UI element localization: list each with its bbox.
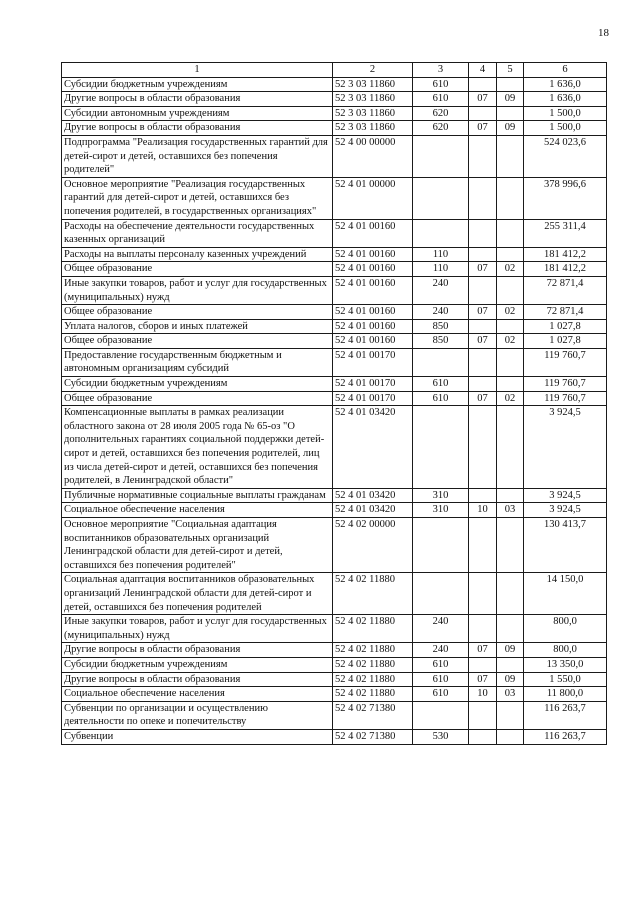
- table-row: [62, 121, 607, 136]
- row-section-cell: [469, 77, 497, 92]
- row-name-cell: Другие вопросы в области образования: [62, 672, 333, 687]
- row-sum-cell: 116 263,7: [524, 729, 607, 744]
- row-section-cell: 07: [469, 305, 497, 320]
- row-sum-cell: 3 924,5: [524, 503, 607, 518]
- row-expense-type-cell: 110: [413, 262, 469, 277]
- row-section-cell: [469, 615, 497, 643]
- row-name-cell: Основное мероприятие "Реализация государственных гарантий для детей-сирот и детей, оставшихся без попечения родителей, в государственных организациях": [62, 177, 333, 219]
- row-section-cell: [469, 106, 497, 121]
- row-expense-type-cell: [413, 177, 469, 219]
- row-sum-cell: 181 412,2: [524, 262, 607, 277]
- row-subsection-cell: [497, 377, 524, 392]
- row-section-cell: 07: [469, 672, 497, 687]
- row-code-cell: 52 4 01 00160: [333, 319, 413, 334]
- row-subsection-cell: [497, 77, 524, 92]
- row-code-cell: 52 4 02 11880: [333, 687, 413, 702]
- row-name-cell: Уплата налогов, сборов и иных платежей: [62, 319, 333, 334]
- table-row: [62, 518, 607, 573]
- row-subsection-cell: [497, 348, 524, 376]
- row-sum-cell: 14 150,0: [524, 573, 607, 615]
- row-subsection-cell: [497, 406, 524, 489]
- row-expense-type-cell: 610: [413, 77, 469, 92]
- table-row: [62, 406, 607, 489]
- row-code-cell: 52 4 02 11880: [333, 643, 413, 658]
- row-section-cell: [469, 657, 497, 672]
- budget-table: [61, 62, 607, 745]
- table-row: [62, 503, 607, 518]
- row-section-cell: [469, 488, 497, 503]
- row-section-cell: [469, 701, 497, 729]
- row-subsection-cell: [497, 657, 524, 672]
- row-code-cell: 52 4 01 00170: [333, 391, 413, 406]
- column-header-vr: 3: [413, 63, 469, 78]
- row-section-cell: [469, 518, 497, 573]
- row-sum-cell: 1 636,0: [524, 77, 607, 92]
- row-subsection-cell: [497, 319, 524, 334]
- row-name-cell: Основное мероприятие "Социальная адаптация воспитанников образовательных организаций Ленинградской области для детей-сирот и детей, оставшихся без попечения родителей": [62, 518, 333, 573]
- table-row: [62, 643, 607, 658]
- table-row: [62, 672, 607, 687]
- row-name-cell: Общее образование: [62, 262, 333, 277]
- row-expense-type-cell: [413, 573, 469, 615]
- table-row: [62, 135, 607, 177]
- row-code-cell: 52 4 01 00160: [333, 247, 413, 262]
- row-name-cell: Расходы на выплаты персоналу казенных учреждений: [62, 247, 333, 262]
- row-expense-type-cell: 530: [413, 729, 469, 744]
- row-sum-cell: 800,0: [524, 615, 607, 643]
- row-subsection-cell: [497, 276, 524, 304]
- row-code-cell: 52 4 01 00160: [333, 219, 413, 247]
- row-code-cell: 52 4 01 00170: [333, 377, 413, 392]
- row-expense-type-cell: 610: [413, 377, 469, 392]
- row-section-cell: 10: [469, 503, 497, 518]
- row-code-cell: 52 3 03 11860: [333, 77, 413, 92]
- row-section-cell: [469, 406, 497, 489]
- table-row: [62, 687, 607, 702]
- row-subsection-cell: 09: [497, 121, 524, 136]
- row-expense-type-cell: 850: [413, 334, 469, 349]
- row-code-cell: 52 4 02 11880: [333, 573, 413, 615]
- row-expense-type-cell: 240: [413, 615, 469, 643]
- row-section-cell: 07: [469, 92, 497, 107]
- row-section-cell: [469, 729, 497, 744]
- row-code-cell: 52 4 02 11880: [333, 672, 413, 687]
- row-code-cell: 52 4 02 11880: [333, 615, 413, 643]
- page-number: 18: [598, 27, 609, 39]
- row-section-cell: [469, 573, 497, 615]
- row-name-cell: Субсидии бюджетным учреждениям: [62, 377, 333, 392]
- row-expense-type-cell: 240: [413, 305, 469, 320]
- row-name-cell: Подпрограмма "Реализация государственных гарантий для детей-сирот и детей, оставшихся без попечения родителей": [62, 135, 333, 177]
- row-expense-type-cell: [413, 406, 469, 489]
- row-name-cell: Другие вопросы в области образования: [62, 121, 333, 136]
- row-subsection-cell: 03: [497, 687, 524, 702]
- row-name-cell: Другие вопросы в области образования: [62, 92, 333, 107]
- table-row: [62, 729, 607, 744]
- row-section-cell: 07: [469, 121, 497, 136]
- row-name-cell: Социальное обеспечение населения: [62, 687, 333, 702]
- row-subsection-cell: 02: [497, 334, 524, 349]
- table-row: [62, 319, 607, 334]
- row-code-cell: 52 4 01 00000: [333, 177, 413, 219]
- row-section-cell: [469, 135, 497, 177]
- row-code-cell: 52 4 01 03420: [333, 503, 413, 518]
- row-name-cell: Компенсационные выплаты в рамках реализации областного закона от 28 июля 2005 года № 65-оз "О дополнительных гарантиях социальной поддержки детей-сирот и детей, оставшихся без попечения родителей, лиц из числа детей-сирот и детей, оставшихся без попечения родителей, в Ленинградской области": [62, 406, 333, 489]
- row-code-cell: 52 4 02 71380: [333, 729, 413, 744]
- row-name-cell: Иные закупки товаров, работ и услуг для государственных (муниципальных) нужд: [62, 276, 333, 304]
- table-row: [62, 177, 607, 219]
- row-subsection-cell: 09: [497, 672, 524, 687]
- row-name-cell: Субсидии бюджетным учреждениям: [62, 657, 333, 672]
- row-section-cell: [469, 177, 497, 219]
- column-header-name: 1: [62, 63, 333, 78]
- row-expense-type-cell: 610: [413, 391, 469, 406]
- row-expense-type-cell: 850: [413, 319, 469, 334]
- table-body: [62, 77, 607, 744]
- row-sum-cell: 378 996,6: [524, 177, 607, 219]
- row-name-cell: Субвенции: [62, 729, 333, 744]
- row-section-cell: [469, 348, 497, 376]
- row-subsection-cell: [497, 615, 524, 643]
- row-sum-cell: 1 027,8: [524, 319, 607, 334]
- row-code-cell: 52 4 01 00160: [333, 305, 413, 320]
- row-name-cell: Общее образование: [62, 305, 333, 320]
- row-sum-cell: 181 412,2: [524, 247, 607, 262]
- row-sum-cell: 800,0: [524, 643, 607, 658]
- row-sum-cell: 1 500,0: [524, 121, 607, 136]
- row-subsection-cell: [497, 488, 524, 503]
- table-header-row: [62, 63, 607, 78]
- row-name-cell: Публичные нормативные социальные выплаты гражданам: [62, 488, 333, 503]
- row-sum-cell: 3 924,5: [524, 488, 607, 503]
- row-sum-cell: 119 760,7: [524, 377, 607, 392]
- table-row: [62, 77, 607, 92]
- row-name-cell: Другие вопросы в области образования: [62, 643, 333, 658]
- row-subsection-cell: [497, 247, 524, 262]
- row-name-cell: Социальная адаптация воспитанников образовательных организаций Ленинградской области для детей-сирот и детей, оставшихся без попечения родителей: [62, 573, 333, 615]
- row-subsection-cell: [497, 135, 524, 177]
- row-name-cell: Общее образование: [62, 391, 333, 406]
- row-section-cell: 07: [469, 334, 497, 349]
- row-code-cell: 52 3 03 11860: [333, 121, 413, 136]
- table-row: [62, 573, 607, 615]
- row-expense-type-cell: 620: [413, 121, 469, 136]
- table-row: [62, 615, 607, 643]
- row-name-cell: Иные закупки товаров, работ и услуг для государственных (муниципальных) нужд: [62, 615, 333, 643]
- table-row: [62, 305, 607, 320]
- row-code-cell: 52 4 01 00160: [333, 262, 413, 277]
- row-expense-type-cell: 240: [413, 276, 469, 304]
- row-expense-type-cell: 620: [413, 106, 469, 121]
- row-subsection-cell: 02: [497, 391, 524, 406]
- row-sum-cell: 130 413,7: [524, 518, 607, 573]
- table-row: [62, 106, 607, 121]
- row-expense-type-cell: [413, 518, 469, 573]
- table-row: [62, 657, 607, 672]
- table-row: [62, 219, 607, 247]
- row-subsection-cell: 09: [497, 92, 524, 107]
- row-sum-cell: 255 311,4: [524, 219, 607, 247]
- row-code-cell: 52 4 00 00000: [333, 135, 413, 177]
- row-code-cell: 52 3 03 11860: [333, 106, 413, 121]
- row-sum-cell: 524 023,6: [524, 135, 607, 177]
- row-name-cell: Социальное обеспечение населения: [62, 503, 333, 518]
- row-subsection-cell: [497, 106, 524, 121]
- row-expense-type-cell: 610: [413, 92, 469, 107]
- row-code-cell: 52 4 02 11880: [333, 657, 413, 672]
- row-expense-type-cell: 610: [413, 657, 469, 672]
- table-row: [62, 262, 607, 277]
- row-subsection-cell: [497, 729, 524, 744]
- row-section-cell: 10: [469, 687, 497, 702]
- table-row: [62, 348, 607, 376]
- row-sum-cell: 116 263,7: [524, 701, 607, 729]
- row-section-cell: 07: [469, 643, 497, 658]
- row-subsection-cell: 09: [497, 643, 524, 658]
- table-row: [62, 276, 607, 304]
- row-name-cell: Субвенции по организации и осуществлению деятельности по опеке и попечительству: [62, 701, 333, 729]
- table-row: [62, 247, 607, 262]
- row-expense-type-cell: [413, 348, 469, 376]
- row-sum-cell: 72 871,4: [524, 305, 607, 320]
- table-row: [62, 701, 607, 729]
- row-section-cell: 07: [469, 391, 497, 406]
- row-subsection-cell: [497, 177, 524, 219]
- column-header-pr: 5: [497, 63, 524, 78]
- table-row: [62, 488, 607, 503]
- row-name-cell: Общее образование: [62, 334, 333, 349]
- row-section-cell: [469, 377, 497, 392]
- column-header-rz: 4: [469, 63, 497, 78]
- row-code-cell: 52 4 01 00160: [333, 334, 413, 349]
- row-section-cell: 07: [469, 262, 497, 277]
- row-sum-cell: 11 800,0: [524, 687, 607, 702]
- row-code-cell: 52 4 01 03420: [333, 406, 413, 489]
- row-subsection-cell: [497, 518, 524, 573]
- row-expense-type-cell: 310: [413, 488, 469, 503]
- row-expense-type-cell: 310: [413, 503, 469, 518]
- row-expense-type-cell: 610: [413, 687, 469, 702]
- table-row: [62, 334, 607, 349]
- row-expense-type-cell: 610: [413, 672, 469, 687]
- row-sum-cell: 72 871,4: [524, 276, 607, 304]
- row-sum-cell: 119 760,7: [524, 391, 607, 406]
- column-header-sum: 6: [524, 63, 607, 78]
- row-expense-type-cell: [413, 219, 469, 247]
- row-section-cell: [469, 276, 497, 304]
- row-sum-cell: 13 350,0: [524, 657, 607, 672]
- row-subsection-cell: 02: [497, 262, 524, 277]
- table-row: [62, 92, 607, 107]
- row-expense-type-cell: 240: [413, 643, 469, 658]
- row-code-cell: 52 4 01 00170: [333, 348, 413, 376]
- row-section-cell: [469, 247, 497, 262]
- row-sum-cell: 3 924,5: [524, 406, 607, 489]
- row-sum-cell: 1 636,0: [524, 92, 607, 107]
- row-sum-cell: 1 027,8: [524, 334, 607, 349]
- row-name-cell: Субсидии автономным учреждениям: [62, 106, 333, 121]
- row-name-cell: Субсидии бюджетным учреждениям: [62, 77, 333, 92]
- row-code-cell: 52 4 01 00160: [333, 276, 413, 304]
- row-expense-type-cell: [413, 135, 469, 177]
- table-row: [62, 377, 607, 392]
- row-subsection-cell: 03: [497, 503, 524, 518]
- row-code-cell: 52 3 03 11860: [333, 92, 413, 107]
- row-subsection-cell: [497, 573, 524, 615]
- row-sum-cell: 1 550,0: [524, 672, 607, 687]
- row-subsection-cell: [497, 701, 524, 729]
- row-name-cell: Предоставление государственным бюджетным и автономным организациям субсидий: [62, 348, 333, 376]
- row-name-cell: Расходы на обеспечение деятельности государственных казенных организаций: [62, 219, 333, 247]
- row-section-cell: [469, 319, 497, 334]
- row-subsection-cell: 02: [497, 305, 524, 320]
- table-row: [62, 391, 607, 406]
- row-code-cell: 52 4 02 71380: [333, 701, 413, 729]
- row-expense-type-cell: 110: [413, 247, 469, 262]
- row-code-cell: 52 4 02 00000: [333, 518, 413, 573]
- row-subsection-cell: [497, 219, 524, 247]
- row-sum-cell: 119 760,7: [524, 348, 607, 376]
- row-expense-type-cell: [413, 701, 469, 729]
- row-code-cell: 52 4 01 03420: [333, 488, 413, 503]
- row-sum-cell: 1 500,0: [524, 106, 607, 121]
- row-section-cell: [469, 219, 497, 247]
- column-header-code: 2: [333, 63, 413, 78]
